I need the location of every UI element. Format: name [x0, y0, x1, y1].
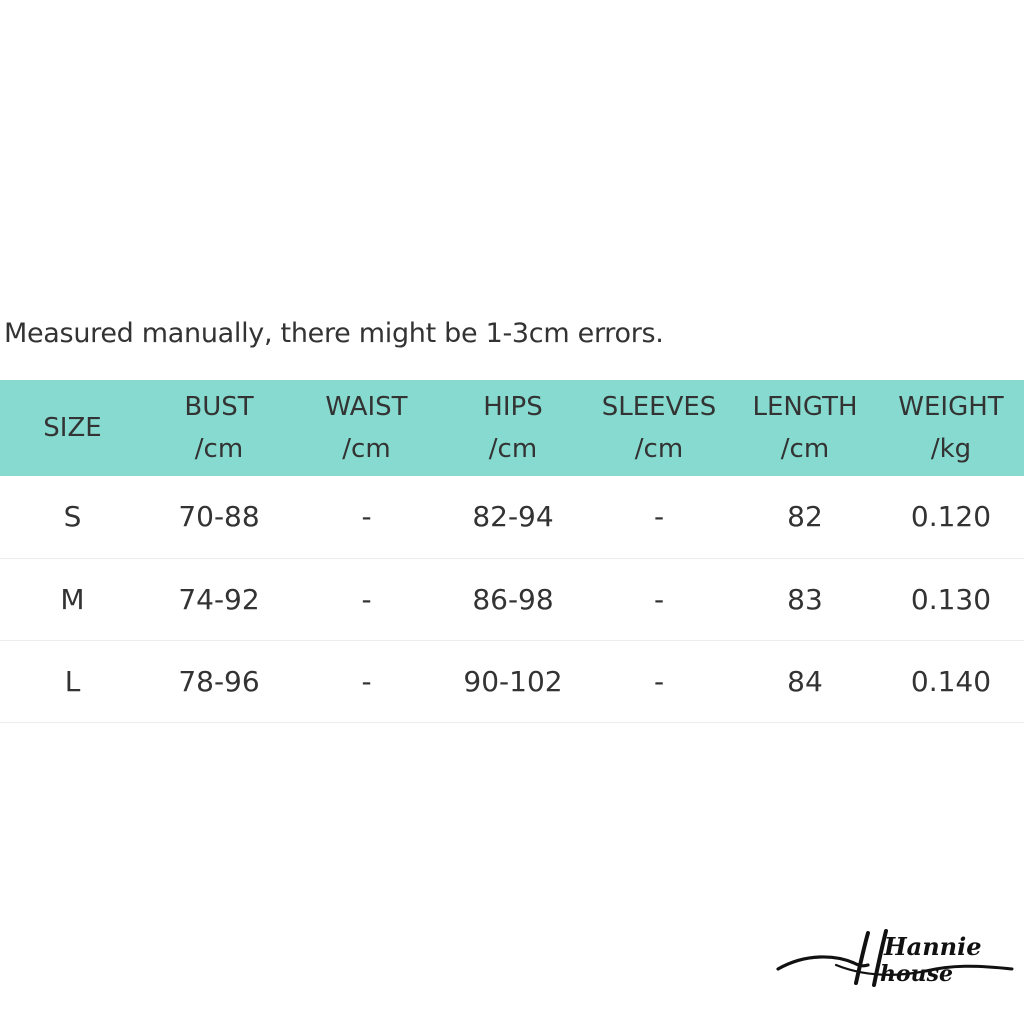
- table-row: [0, 476, 1024, 558]
- header-label: SLEEVES: [601, 392, 717, 422]
- cell-bust: 70-88: [178, 500, 260, 534]
- cell-sleeves: -: [653, 500, 665, 534]
- brand-logo: [776, 925, 1016, 995]
- header-sleeves: [586, 380, 732, 476]
- size-chart-table: [0, 380, 1024, 723]
- logo-text-bottom: house: [880, 961, 954, 987]
- table-row: [0, 640, 1024, 722]
- cell-bust: 78-96: [178, 664, 260, 698]
- size-chart-body: [0, 476, 1024, 722]
- header-label: LENGTH: [752, 392, 858, 422]
- cell-size: L: [64, 664, 81, 698]
- header-unit: /cm: [780, 434, 830, 464]
- cell-bust: 74-92: [178, 582, 260, 616]
- header-label: WAIST: [325, 392, 408, 422]
- header-unit: /kg: [930, 434, 972, 464]
- cell-size: M: [60, 582, 85, 616]
- header-size: [0, 380, 145, 476]
- header-label: BUST: [184, 392, 254, 422]
- measurement-note: Measured manually, there might be 1-3cm errors.: [4, 318, 664, 349]
- cell-length: 82: [787, 500, 823, 534]
- cell-waist: -: [361, 582, 372, 616]
- cell-waist: -: [361, 500, 372, 534]
- header-hips: [440, 380, 586, 476]
- header-unit: /cm: [488, 434, 538, 464]
- cell-length: 83: [787, 582, 823, 616]
- cell-waist: -: [361, 664, 372, 698]
- cell-size: S: [63, 500, 82, 534]
- header-label: SIZE: [43, 413, 102, 443]
- header-bust: [145, 380, 293, 476]
- size-chart-header: [0, 380, 1024, 476]
- cell-weight: 0.120: [910, 500, 992, 534]
- header-waist: [293, 380, 440, 476]
- header-row: [0, 380, 1024, 476]
- cell-sleeves: -: [653, 582, 665, 616]
- cell-length: 84: [787, 664, 823, 698]
- header-weight: [878, 380, 1024, 476]
- logo-text-top: Hannie: [884, 932, 982, 961]
- header-length: [732, 380, 878, 476]
- cell-weight: 0.130: [910, 582, 992, 616]
- header-label: WEIGHT: [898, 392, 1004, 422]
- cell-hips: 86-98: [472, 582, 554, 616]
- table-row: [0, 558, 1024, 640]
- header-unit: /cm: [194, 434, 244, 464]
- cell-hips: 90-102: [463, 664, 563, 698]
- header-unit: /cm: [634, 434, 684, 464]
- cell-sleeves: -: [653, 664, 665, 698]
- header-unit: /cm: [342, 434, 391, 464]
- header-label: HIPS: [483, 392, 543, 422]
- cell-weight: 0.140: [910, 664, 992, 698]
- cell-hips: 82-94: [472, 500, 554, 534]
